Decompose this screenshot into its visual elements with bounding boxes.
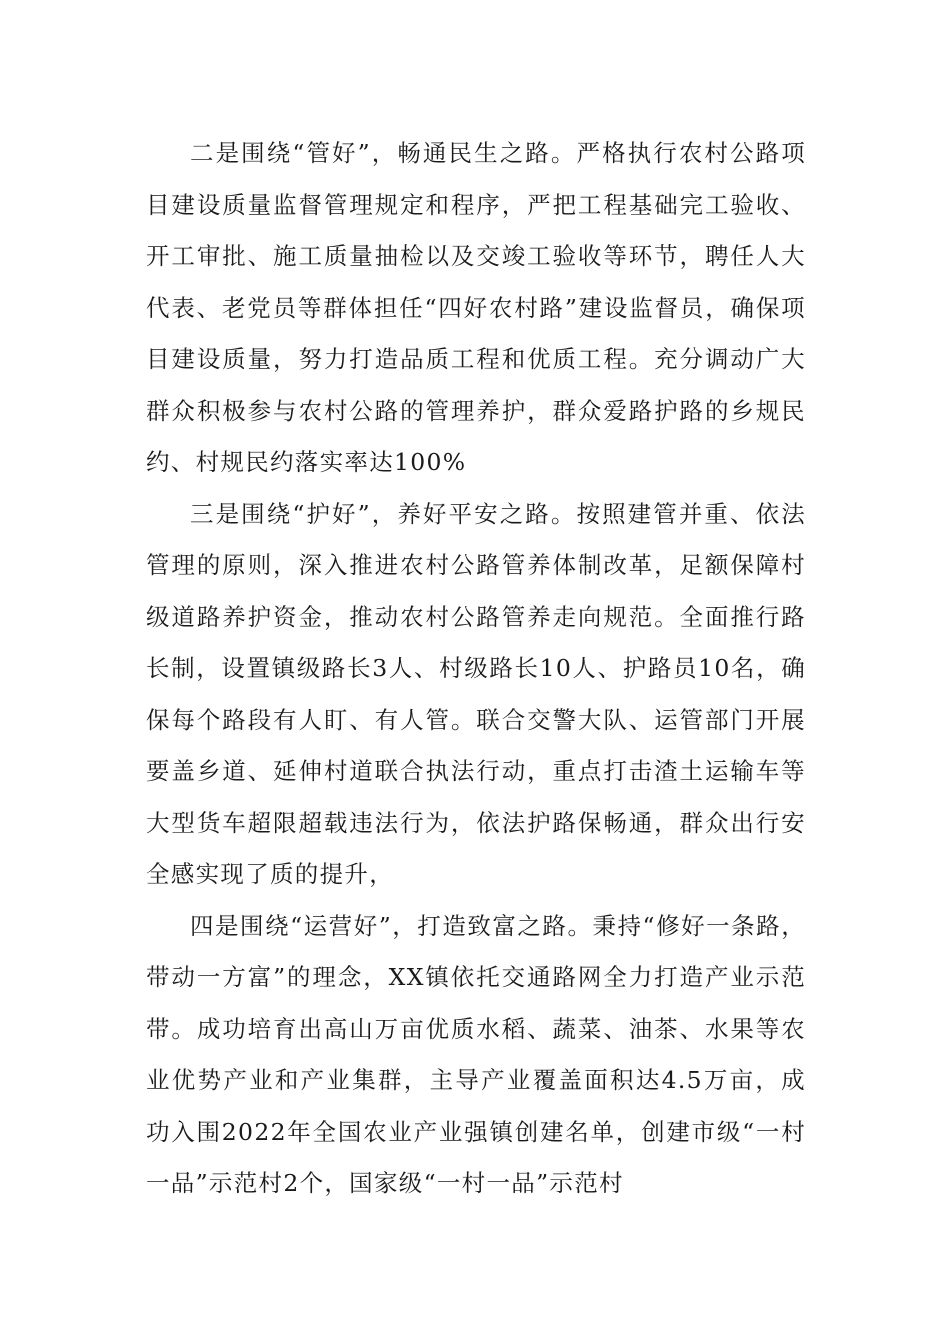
document-body: [146, 128, 806, 1210]
paragraph-yun-ying-hao: 四是围绕“运营好”，打造致富之路。秉持“修好一条路，带动一方富”的理念，XX镇依托交通路网全力打造产业示范带。成功培育出高山万亩优质水稻、蔬菜、油茶、水果等农业优势产业和产业集群，主导产业覆盖面积达4.5万亩，成功入围2022年全国农业产业强镇创建名单，创建市级“一村一品”示范村2个，国家级“一村一品”示范村: [146, 911, 806, 1197]
paragraph-guan-hao: 二是围绕“管好”，畅通民生之路。严格执行农村公路项目建设质量监督管理规定和程序，严把工程基础完工验收、开工审批、施工质量抽检以及交竣工验收等环节，聘任人大代表、老党员等群体担任“四好农村路”建设监督员，确保项目建设质量，努力打造品质工程和优质工程。充分调动广大群众积极参与农村公路的管理养护，群众爱路护路的乡规民约、村规民约落实率达100%: [146, 139, 806, 476]
paragraph-hu-hao: 三是围绕“护好”，养好平安之路。按照建管并重、依法管理的原则，深入推进农村公路管养体制改革，足额保障村级道路养护资金，推动农村公路管养走向规范。全面推行路长制，设置镇级路长3人、村级路长10人、护路员10名，确保每个路段有人盯、有人管。联合交警大队、运管部门开展要盖乡道、延伸村道联合执法行动，重点打击渣土运输车等大型货车超限超载违法行为，依法护路保畅通，群众出行安全感实现了质的提升，: [146, 499, 806, 888]
